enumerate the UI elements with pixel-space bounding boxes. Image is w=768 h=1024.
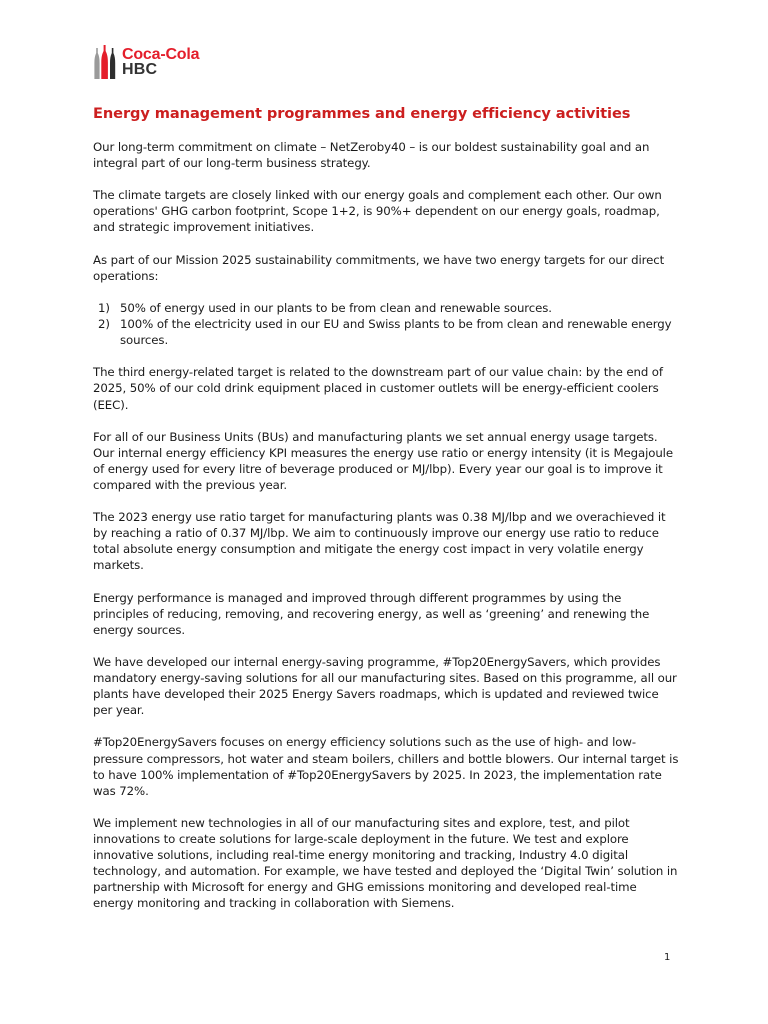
page-title: Energy management programmes and energy efficiency activities — [93, 105, 631, 122]
company-logo — [93, 43, 199, 81]
energy-targets-list — [93, 300, 679, 348]
coca-cola-bottles-icon — [93, 44, 117, 80]
document-body — [93, 139, 679, 928]
paragraph-new-technologies: We implement new technologies in all of our manufacturing sites and explore, test, and pilot innovations to create solutions for large-scale deployment in the future. We test and explore innovative solutions, including real-time energy monitoring and tracking, Industry 4.0 digital technology, and automation. For example, we have tested and deployed the ‘Digital Twin’ solution in partnership with Microsoft for energy and GHG emissions monitoring and developed real-time energy monitoring and tracking in collaboration with Siemens. — [93, 815, 678, 911]
list-item — [93, 316, 679, 348]
logo-text-coca-cola: Coca-Cola — [122, 46, 200, 63]
list-item-text: 100% of the electricity used in our EU and Swiss plants to be from clean and renewable energy sources. — [120, 317, 672, 348]
paragraph-mission-2025: As part of our Mission 2025 sustainability commitments, we have two energy targets for our direct operations: — [93, 252, 665, 283]
paragraph-energy-performance: Energy performance is managed and improved through different programmes by using the principles of reducing, removing, and recovering energy, as well as ‘greening’ and renewing the energy sources. — [93, 590, 650, 637]
list-item-number: 2) — [98, 317, 110, 332]
logo-text-hbc: HBC — [122, 61, 158, 78]
list-item-text: 50% of energy used in our plants to be from clean and renewable sources. — [120, 300, 552, 315]
paragraph-climate-targets: The climate targets are closely linked with our energy goals and complement each other. Our own operations' GHG carbon footprint, Scope 1+2, is 90%+ dependent on our energy goals, roadmap, and strategic improvement initiatives. — [93, 188, 662, 235]
paragraph-downstream-target: The third energy-related target is related to the downstream part of our value chain: by the end of 2025, 50% of our cold drink equipment placed in customer outlets will be energy-efficient coolers (EEC). — [93, 365, 663, 412]
paragraph-intro: Our long-term commitment on climate – NetZeroby40 – is our boldest sustainability goal and an integral part of our long-term business strategy. — [93, 140, 650, 171]
page-number: 1 — [664, 952, 671, 963]
paragraph-top20-programme: We have developed our internal energy-saving programme, #Top20EnergySavers, which provides mandatory energy-saving solutions for all our manufacturing sites. Based on this programme, all our plants have developed their 2025 Energy Savers roadmaps, which is updated and reviewed twice per year. — [93, 655, 677, 718]
paragraph-top20-focus: #Top20EnergySavers focuses on energy efficiency solutions such as the use of high- and low-pressure compressors, hot water and steam boilers, chillers and bottle blowers. Our internal target is to have 100% implementation of #Top20EnergySavers by 2025. In 2023, the implementation rate was 72%. — [93, 735, 679, 798]
list-item-number: 1) — [98, 300, 110, 315]
list-item — [93, 300, 679, 316]
paragraph-2023-ratio: The 2023 energy use ratio target for manufacturing plants was 0.38 MJ/lbp and we overachieved it by reaching a ratio of 0.37 MJ/lbp. We aim to continuously improve our energy use ratio to reduce total absolute energy consumption and mitigate the energy cost impact in very volatile energy markets. — [93, 510, 666, 573]
logo-wordmark — [122, 47, 199, 77]
paragraph-energy-kpi: For all of our Business Units (BUs) and manufacturing plants we set annual energy usage targets. Our internal energy efficiency KPI measures the energy use ratio or energy intensity (it is Megajoule of energy used for every litre of beverage produced or MJ/lbp). Every year our goal is to improve it compared with the previous year. — [93, 429, 673, 492]
